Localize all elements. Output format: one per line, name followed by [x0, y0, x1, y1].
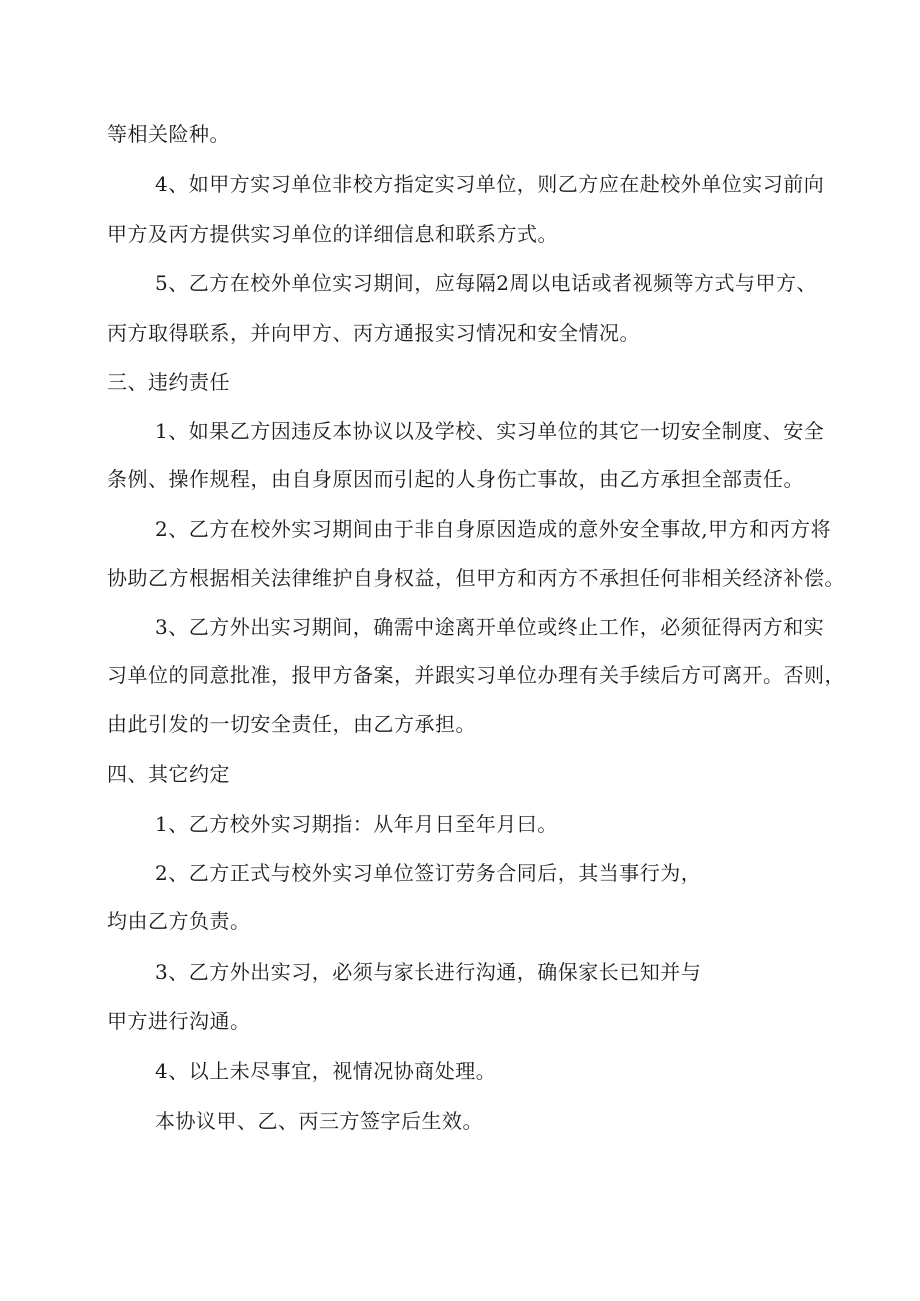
text-line-21: 本协议甲、乙、丙三方签字后生效。: [155, 1109, 483, 1133]
text-line-1: 等相关险种。: [107, 122, 230, 146]
text-line-16: 2、乙方正式与校外实习单位签订劳务合同后，其当事行为，: [155, 861, 702, 885]
text-line-12: 习单位的同意批准，报甲方备案，并跟实习单位办理有关手续后方可离开。否则，: [107, 663, 845, 687]
section-heading-breach: 三、违约责任: [107, 370, 230, 394]
text-line-13: 由此引发的一切安全责任，由乙方承担。: [107, 712, 476, 736]
text-line-3: 甲方及丙方提供实习单位的详细信息和联系方式。: [107, 222, 558, 246]
text-line-20: 4、以上未尽事宜，视情况协商处理。: [155, 1059, 497, 1083]
text-line-18: 3、乙方外出实习，必须与家长进行沟通，确保家长已知并与: [155, 960, 702, 984]
text-line-4: 5、乙方在校外单位实习期间，应每隔2周以电话或者视频等方式与甲方、: [155, 271, 817, 295]
text-line-15: 1、乙方校外实习期指：从年月日至年月曰。: [155, 812, 558, 836]
text-line-7: 1、如果乙方因违反本协议以及学校、实习单位的其它一切安全制度、安全: [155, 419, 825, 443]
text-line-2: 4、如甲方实习单位非校方指定实习单位，则乙方应在赴校外单位实习前向: [155, 172, 825, 196]
text-line-17: 均由乙方负责。: [107, 909, 251, 933]
text-line-5: 丙方取得联系，并向甲方、丙方通报实习情况和安全情况。: [107, 321, 640, 345]
text-line-10: 协助乙方根据相关法律维护自身权益，但甲方和丙方不承担任何非相关经济补偿。: [107, 566, 845, 590]
text-line-8: 条例、操作规程，由自身原因而引起的人身伤亡事故，由乙方承担全部责任。: [107, 467, 804, 491]
text-line-9: 2、乙方在校外实习期间由于非自身原因造成的意外安全事故,甲方和丙方将: [155, 517, 832, 541]
section-heading-other: 四、其它约定: [107, 762, 230, 786]
text-line-19: 甲方进行沟通。: [107, 1009, 251, 1033]
text-line-11: 3、乙方外出实习期间，确需中途离开单位或终止工作，必须征得丙方和实: [155, 615, 825, 639]
